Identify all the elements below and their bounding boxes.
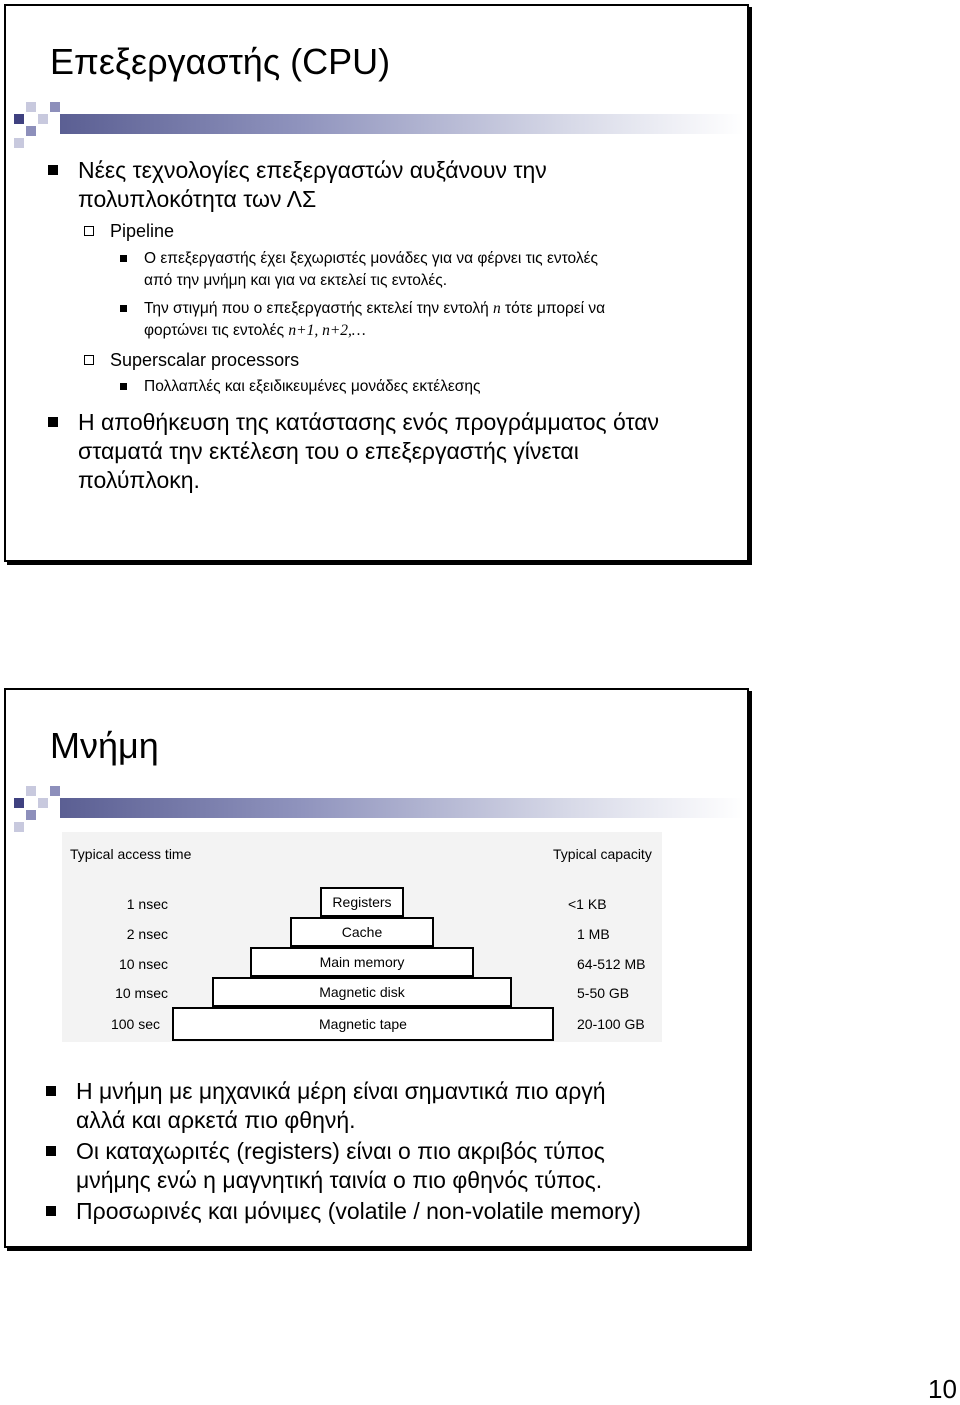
title-decoration	[14, 102, 744, 152]
bullet-square-icon	[120, 255, 127, 262]
sub-bullet-superscalar: Superscalar processors	[84, 348, 760, 372]
bullet-mechanical-slower: Η μνήμη με μηχανικά μέρη είναι σημαντικά πιο αργή αλλά και αρκετά πιο φθηνή.	[46, 1077, 766, 1135]
bullet-square-icon	[46, 1146, 56, 1156]
slide-cpu	[4, 4, 749, 562]
bullet-square-icon	[48, 165, 58, 175]
bullet-square-icon	[46, 1206, 56, 1216]
bullet-square-icon	[48, 417, 58, 427]
access-time-header: Typical access time	[70, 846, 192, 862]
title-decoration	[14, 786, 744, 836]
tier-registers: Registers	[320, 887, 404, 917]
access-time-magnetic-tape: 100 sec	[110, 1016, 160, 1032]
capacity-magnetic-tape: 20-100 GB	[577, 1016, 645, 1032]
pipeline-item-separate-units: Ο επεξεργαστής έχει ξεχωριστές μονάδες για να φέρνει τις εντολές από την μνήμη και για να εκτελεί τις εντολές.	[120, 248, 754, 292]
capacity-main-memory: 64-512 MB	[577, 956, 646, 972]
page-number: 10	[928, 1374, 957, 1404]
tier-magnetic-tape: Magnetic tape	[172, 1007, 554, 1041]
bullet-square-icon	[46, 1086, 56, 1096]
capacity-magnetic-disk: 5-50 GB	[577, 985, 630, 1001]
bullet-registers-expensive: Οι καταχωριτές (registers) είναι ο πιο ακριβός τύπος μνήμης ενώ η μαγνητική ταινία ο πιο φθηνός τύπος.	[46, 1137, 766, 1195]
bullet-square-icon	[120, 305, 127, 312]
tier-magnetic-disk: Magnetic disk	[212, 977, 512, 1007]
access-time-registers: 1 nsec	[126, 896, 168, 912]
access-time-main-memory: 10 nsec	[118, 956, 168, 972]
access-time-cache: 2 nsec	[126, 926, 168, 942]
tier-main-memory: Main memory	[250, 947, 474, 977]
tier-cache: Cache	[290, 917, 434, 947]
superscalar-item: Πολλαπλές και εξειδικευμένες μονάδες εκτέλεσης	[120, 376, 754, 398]
sub-bullet-pipeline: Pipeline	[84, 219, 760, 243]
bullet-volatile: Προσωρινές και μόνιμες (volatile / non-volatile memory)	[46, 1197, 766, 1226]
access-time-magnetic-disk: 10 msec	[115, 985, 168, 1001]
bullet-square-icon	[120, 383, 127, 390]
memory-hierarchy-diagram	[62, 832, 662, 1042]
slide-title: Επεξεργαστής (CPU)	[50, 41, 391, 82]
capacity-cache: 1 MB	[577, 926, 610, 942]
hollow-square-icon	[84, 226, 94, 236]
capacity-registers: <1 KB	[568, 896, 607, 912]
bullet-state-saving: Η αποθήκευση της κατάστασης ενός προγράμματος όταν σταματά την εκτέλεση του ο επεξεργαστής γίνεται πολύπλοκη.	[48, 408, 768, 495]
capacity-header: Typical capacity	[553, 846, 652, 862]
pipeline-item-overlap: Την στιγμή που ο επεξεργαστής εκτελεί την εντολή n τότε μπορεί να φορτώνει τις εντολές n+1, n+2,…	[120, 298, 754, 342]
bullet-cpu-complexity: Νέες τεχνολογίες επεξεργαστών αυξάνουν την πολυπλοκότητα των ΛΣ	[48, 156, 768, 214]
hollow-square-icon	[84, 355, 94, 365]
slide-title: Μνήμη	[50, 725, 159, 766]
